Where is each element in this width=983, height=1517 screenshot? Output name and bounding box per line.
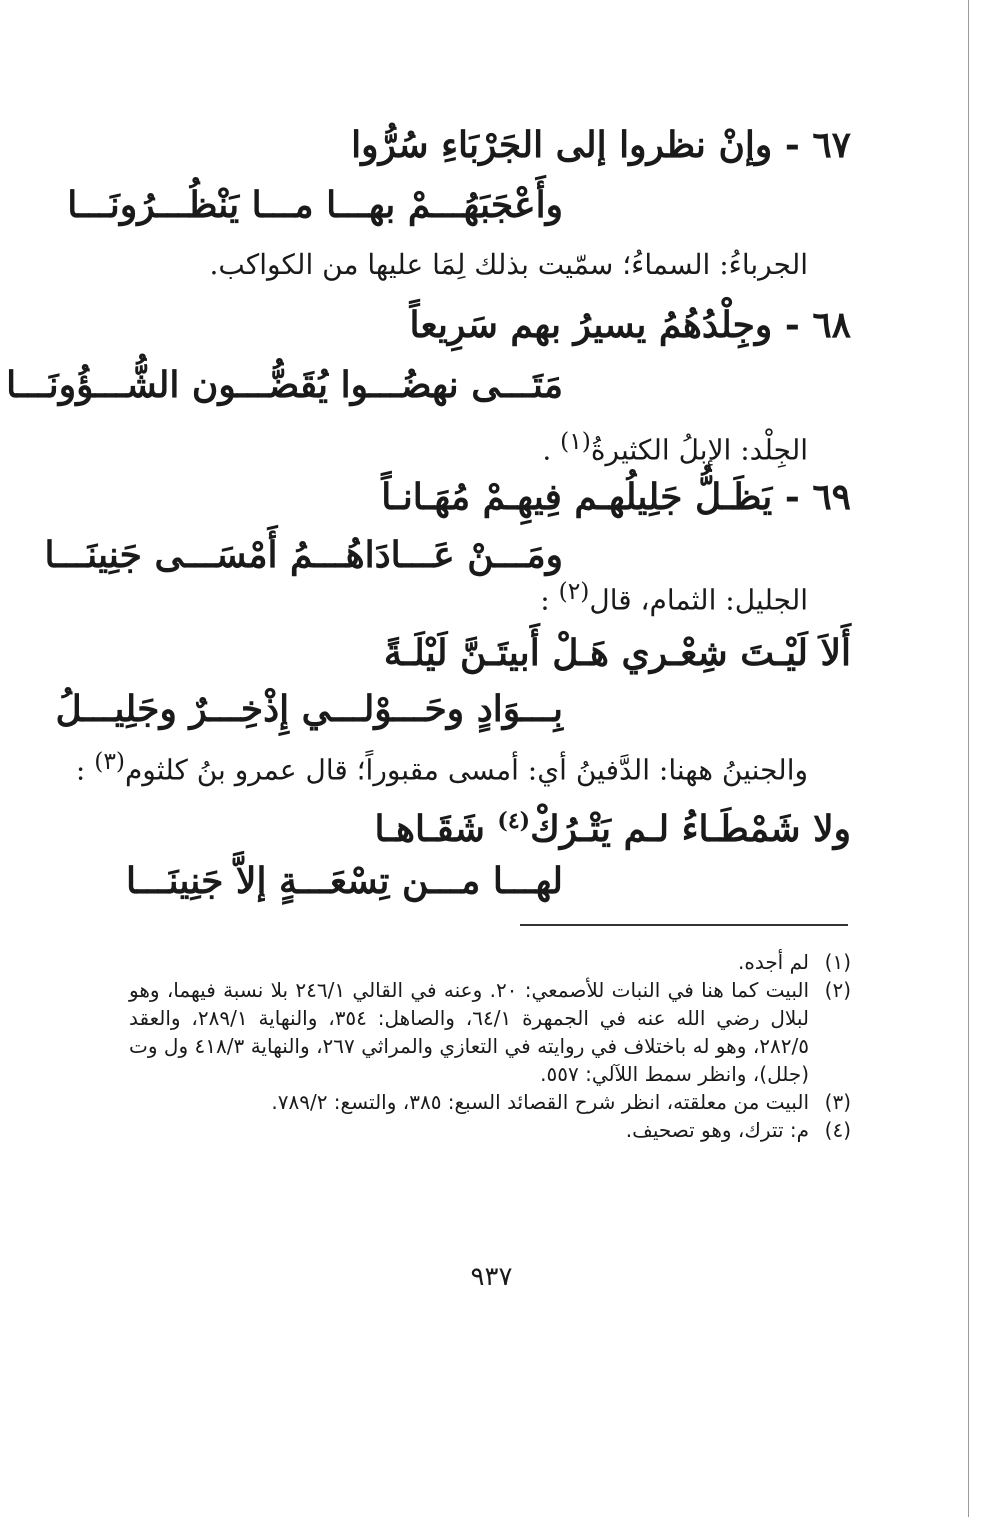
gloss-end: . bbox=[542, 433, 561, 467]
footnote-text: البيت من معلقته، انظر شرح القصائد السبع: ٣٨٥، والتسع: ٧٨٩/٢. bbox=[271, 1090, 809, 1114]
gloss-janin bbox=[76, 742, 808, 789]
footnote-text: م: تترك، وهو تصحيف. bbox=[625, 1118, 809, 1142]
footnote-ref: (٤) bbox=[497, 808, 531, 834]
verse-68-second: مَتَـــى نهضُـــوا يُقَضُّـــون الشُّـــؤُونَـــا bbox=[6, 364, 563, 406]
verse-69-first bbox=[381, 474, 851, 520]
footnotes bbox=[129, 948, 851, 1144]
quote-2-second: لهـــا مـــن تِسْعَـــةٍ إلاَّ جَنِينَـــا bbox=[125, 860, 563, 902]
footnote-text: البيت كما هنا في النبات للأصمعي: ٢٠. وعنه في القالي ٢٤٦/١ بلا نسبة فيهما، وهو لبلال رضي الله عنه في الجمهرة ٦٤/١، والصاهل: ٣٥٤، والنهاية ٢٨٩/١، والعقد ٢٨٢/٥، وهو له باختلاف في روايته في التعازي والمراثي ٢٦٧، والنهاية ٤١٨/٣ ول وت (جلل)، وانظر سمط اللآلي: ٥٥٧. bbox=[129, 978, 810, 1086]
footnote-1 bbox=[129, 948, 851, 976]
quote-1-second: بِـــوَادٍ وحَـــوْلـــي إِذْخِـــرٌ وجَلِيـــلُ bbox=[55, 688, 563, 730]
footnote-ref: (١) bbox=[560, 427, 591, 455]
footnote-number: (١) bbox=[824, 950, 851, 974]
gloss-69 bbox=[540, 572, 808, 619]
verse-text: - وجِلْدُهُمُ يسيرُ بهم سَرِيعاً bbox=[409, 304, 800, 346]
verse-number: ٦٨ bbox=[812, 304, 851, 346]
gloss-67: الجرباءُ: السماءُ؛ سمّيت بذلك لِمَا عليها من الكواكب. bbox=[209, 248, 808, 281]
verse-number: ٦٩ bbox=[812, 476, 851, 518]
verse-text-end: شَقَـاهـا bbox=[374, 808, 498, 850]
footnote-number: (٤) bbox=[824, 1118, 851, 1142]
verse-69-second: ومَـــنْ عَـــادَاهُـــمُ أَمْسَـــى جَنِينَـــا bbox=[44, 534, 563, 576]
verse-number: ٦٧ bbox=[812, 124, 851, 166]
verse-67-first bbox=[351, 122, 851, 168]
footnote-2 bbox=[129, 976, 851, 1088]
footnote-number: (٢) bbox=[824, 978, 851, 1002]
footnote-ref: (٣) bbox=[94, 747, 125, 775]
verse-67-second: وأَعْجَبَهُـــمْ بهـــا مـــا يَنْظُـــرُونَـــا bbox=[67, 184, 563, 226]
verse-68-first bbox=[409, 302, 851, 348]
gloss-68 bbox=[542, 422, 808, 469]
gloss-end: : bbox=[75, 753, 95, 787]
gloss-text: الجليل: الثمام، قال bbox=[589, 583, 808, 617]
footnote-divider bbox=[520, 924, 848, 926]
page-number: ٩٣٧ bbox=[470, 1262, 513, 1292]
verse-text: - وإنْ نظروا إلى الجَرْبَاءِ سُرُّوا bbox=[351, 124, 800, 166]
quote-1-first: أَلاَ لَيْـتَ شِعْـري هَـلْ أَبيتَـنَّ لَيْلَـةً bbox=[383, 632, 851, 674]
verse-text: ولا شَمْطَـاءُ لـم يَتْـرُكْ bbox=[530, 808, 851, 850]
gloss-text: والجنينُ ههنا: الدَّفينُ أي: أمسى مقبوراً؛ قال عمرو بنُ كلثوم bbox=[124, 753, 808, 787]
footnote-text: لم أجده. bbox=[737, 950, 809, 974]
verse-text: - يَظَـلُّ جَلِيلُهـم فِيهِـمْ مُهَـانـاً bbox=[381, 476, 800, 518]
footnote-ref: (٢) bbox=[558, 577, 590, 605]
footnote-3 bbox=[129, 1088, 851, 1116]
footnote-number: (٣) bbox=[824, 1090, 851, 1114]
quote-2-first bbox=[374, 798, 851, 852]
gloss-text: الجِلْد: الإبلُ الكثيرةُ bbox=[590, 433, 808, 467]
footnote-4 bbox=[129, 1116, 851, 1144]
gloss-end: : bbox=[540, 583, 559, 617]
